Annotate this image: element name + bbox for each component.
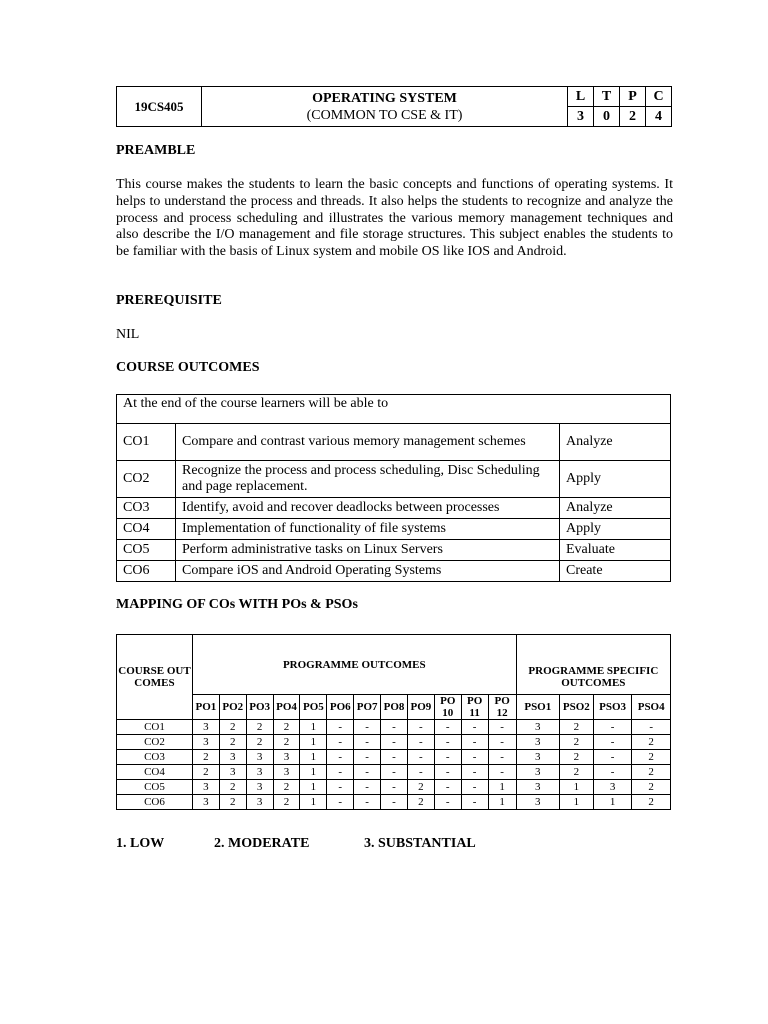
prerequisite-text: NIL <box>116 327 140 342</box>
mapping-cell: 2 <box>559 750 593 765</box>
mapping-cell: 2 <box>407 780 434 795</box>
course-outcome-description: Perform administrative tasks on Linux Servers <box>176 540 560 561</box>
mapping-cell: - <box>407 720 434 735</box>
course-outcome-level: Evaluate <box>560 540 671 561</box>
mapping-row-co: CO4 <box>117 765 193 780</box>
course-outcome-id: CO3 <box>117 498 176 519</box>
legend-substantial: 3. SUBSTANTIAL <box>364 836 476 851</box>
mapping-row <box>117 735 671 750</box>
mapping-cell: 1 <box>300 750 327 765</box>
mapping-cell: 2 <box>246 720 273 735</box>
mapping-cell: - <box>434 780 461 795</box>
mapping-cell: - <box>354 750 381 765</box>
mapping-cell: 2 <box>632 765 671 780</box>
mapping-cell: 1 <box>300 735 327 750</box>
mapping-row <box>117 795 671 810</box>
mapping-cell: 3 <box>246 765 273 780</box>
mapping-row <box>117 780 671 795</box>
mapping-cell: 3 <box>516 780 559 795</box>
mapping-cell: - <box>407 765 434 780</box>
mapping-row-co: CO5 <box>117 780 193 795</box>
ltpc-label-t: T <box>594 87 620 107</box>
mapping-row-co: CO1 <box>117 720 193 735</box>
mapping-cell: 3 <box>516 750 559 765</box>
mapping-cell: - <box>381 780 408 795</box>
mapping-cell: - <box>381 720 408 735</box>
mapping-cell: - <box>354 780 381 795</box>
course-outcomes-rows <box>117 424 671 582</box>
mapping-cell: - <box>434 720 461 735</box>
mapping-column-header: PO4 <box>273 695 300 720</box>
mapping-cell: 1 <box>488 780 516 795</box>
course-header-table <box>116 86 672 127</box>
mapping-cell: - <box>461 780 488 795</box>
mapping-cell: 3 <box>516 795 559 810</box>
ltpc-label-c: C <box>646 87 672 107</box>
course-title: OPERATING SYSTEM <box>312 90 457 106</box>
mapping-cell: - <box>488 750 516 765</box>
mapping-cell: 3 <box>192 795 219 810</box>
mapping-cell: - <box>434 750 461 765</box>
mapping-cell: 2 <box>632 750 671 765</box>
mapping-column-header: PSO1 <box>516 695 559 720</box>
mapping-corner-label: COURSE OUT COMES <box>117 635 193 720</box>
mapping-cell: - <box>434 735 461 750</box>
course-outcome-description: Recognize the process and process scheduling, Disc Scheduling and page replacement. <box>176 461 560 498</box>
mapping-cell: 2 <box>559 720 593 735</box>
mapping-cell: 2 <box>632 735 671 750</box>
mapping-cell: - <box>327 795 354 810</box>
course-outcome-id: CO4 <box>117 519 176 540</box>
mapping-column-header: PO3 <box>246 695 273 720</box>
mapping-cell: - <box>593 720 632 735</box>
mapping-cell: 1 <box>559 780 593 795</box>
course-outcome-level: Apply <box>560 461 671 498</box>
mapping-cell: 3 <box>246 780 273 795</box>
course-outcome-description: Implementation of functionality of file systems <box>176 519 560 540</box>
mapping-cell: 3 <box>516 765 559 780</box>
course-outcomes-intro: At the end of the course learners will be able to <box>117 395 671 424</box>
mapping-column-header: PO 10 <box>434 695 461 720</box>
course-outcomes-table <box>116 394 671 582</box>
mapping-row-co: CO6 <box>117 795 193 810</box>
course-subtitle: (COMMON TO CSE & IT) <box>306 107 463 123</box>
mapping-cell: - <box>632 720 671 735</box>
mapping-cell: - <box>434 795 461 810</box>
mapping-cell: 1 <box>559 795 593 810</box>
mapping-cell: 2 <box>273 795 300 810</box>
mapping-cell: - <box>461 765 488 780</box>
mapping-cell: 2 <box>192 750 219 765</box>
course-outcome-row <box>117 461 671 498</box>
mapping-cell: - <box>381 765 408 780</box>
programme-outcomes-header: PROGRAMME OUTCOMES <box>192 635 516 695</box>
course-outcome-row <box>117 519 671 540</box>
mapping-cell: 1 <box>488 795 516 810</box>
mapping-cell: 2 <box>246 735 273 750</box>
ltpc-label-l: L <box>568 87 594 107</box>
mapping-cell: 3 <box>192 720 219 735</box>
mapping-cell: - <box>327 765 354 780</box>
co-po-mapping-table <box>116 634 671 810</box>
mapping-cell: - <box>488 765 516 780</box>
mapping-cell: - <box>327 735 354 750</box>
course-outcome-id: CO2 <box>117 461 176 498</box>
course-outcome-level: Analyze <box>560 424 671 461</box>
mapping-column-header: PO7 <box>354 695 381 720</box>
mapping-cell: 1 <box>300 780 327 795</box>
mapping-cell: 2 <box>559 765 593 780</box>
ltpc-label-p: P <box>620 87 646 107</box>
mapping-row <box>117 720 671 735</box>
mapping-cell: 3 <box>516 735 559 750</box>
mapping-cell: 3 <box>593 780 632 795</box>
prerequisite-heading: PREREQUISITE <box>116 293 222 308</box>
mapping-column-header: PO1 <box>192 695 219 720</box>
course-outcome-row <box>117 424 671 461</box>
mapping-cell: - <box>354 720 381 735</box>
mapping-cell: 1 <box>593 795 632 810</box>
mapping-cell: 3 <box>246 795 273 810</box>
mapping-cell: 1 <box>300 765 327 780</box>
mapping-cell: 2 <box>632 795 671 810</box>
ltpc-value-p: 2 <box>620 107 646 127</box>
course-outcomes-heading: COURSE OUTCOMES <box>116 360 260 375</box>
mapping-cell: 3 <box>273 765 300 780</box>
course-outcome-description: Identify, avoid and recover deadlocks between processes <box>176 498 560 519</box>
ltpc-value-l: 3 <box>568 107 594 127</box>
course-outcome-id: CO6 <box>117 561 176 582</box>
mapping-rows <box>117 720 671 810</box>
preamble-heading: PREAMBLE <box>116 143 196 158</box>
course-code: 19CS405 <box>117 87 202 127</box>
mapping-cell: - <box>407 750 434 765</box>
legend <box>116 836 516 854</box>
mapping-cell: 3 <box>192 735 219 750</box>
mapping-cell: - <box>593 765 632 780</box>
mapping-column-header: PO2 <box>219 695 246 720</box>
mapping-cell: - <box>593 750 632 765</box>
course-outcome-id: CO5 <box>117 540 176 561</box>
mapping-cell: - <box>354 795 381 810</box>
mapping-cell: - <box>593 735 632 750</box>
mapping-cell: - <box>381 735 408 750</box>
mapping-row <box>117 765 671 780</box>
mapping-cell: - <box>354 765 381 780</box>
mapping-cell: 2 <box>219 795 246 810</box>
mapping-cell: 2 <box>559 735 593 750</box>
mapping-column-header: PO 11 <box>461 695 488 720</box>
mapping-cell: 3 <box>219 750 246 765</box>
course-outcome-row <box>117 540 671 561</box>
mapping-row <box>117 750 671 765</box>
mapping-cell: - <box>354 735 381 750</box>
ltpc-value-c: 4 <box>646 107 672 127</box>
programme-specific-outcomes-header: PROGRAMME SPECIFIC OUTCOMES <box>516 635 670 695</box>
mapping-column-header: PSO4 <box>632 695 671 720</box>
course-outcome-description: Compare and contrast various memory management schemes <box>176 424 560 461</box>
mapping-cell: 2 <box>219 735 246 750</box>
mapping-cell: - <box>327 750 354 765</box>
mapping-cell: - <box>461 720 488 735</box>
mapping-cell: 1 <box>300 720 327 735</box>
mapping-cell: 2 <box>407 795 434 810</box>
course-outcome-level: Analyze <box>560 498 671 519</box>
mapping-cell: 2 <box>273 780 300 795</box>
mapping-column-header: PO8 <box>381 695 408 720</box>
course-outcome-id: CO1 <box>117 424 176 461</box>
mapping-cell: - <box>407 735 434 750</box>
mapping-cell: - <box>327 720 354 735</box>
mapping-column-header: PO 12 <box>488 695 516 720</box>
mapping-cell: 2 <box>273 720 300 735</box>
mapping-cell: 2 <box>192 765 219 780</box>
mapping-cell: - <box>381 750 408 765</box>
mapping-cell: 2 <box>219 780 246 795</box>
course-outcome-description: Compare iOS and Android Operating Systems <box>176 561 560 582</box>
mapping-heading: MAPPING OF COs WITH POs & PSOs <box>116 597 358 612</box>
ltpc-value-t: 0 <box>594 107 620 127</box>
mapping-row-co: CO3 <box>117 750 193 765</box>
mapping-cell: 2 <box>219 720 246 735</box>
mapping-column-header: PO9 <box>407 695 434 720</box>
legend-moderate: 2. MODERATE <box>214 836 310 851</box>
mapping-cell: 1 <box>300 795 327 810</box>
course-outcome-level: Apply <box>560 519 671 540</box>
mapping-cell: 3 <box>192 780 219 795</box>
course-outcome-row <box>117 498 671 519</box>
mapping-column-header: PSO3 <box>593 695 632 720</box>
mapping-cell: 3 <box>273 750 300 765</box>
mapping-cell: 3 <box>246 750 273 765</box>
mapping-column-header: PSO2 <box>559 695 593 720</box>
mapping-cell: - <box>488 720 516 735</box>
mapping-cell: 2 <box>273 735 300 750</box>
mapping-row-co: CO2 <box>117 735 193 750</box>
course-outcome-row <box>117 561 671 582</box>
legend-low: 1. LOW <box>116 836 165 851</box>
mapping-column-header: PO5 <box>300 695 327 720</box>
mapping-column-headers <box>117 695 671 720</box>
course-outcome-level: Create <box>560 561 671 582</box>
mapping-cell: - <box>461 735 488 750</box>
mapping-cell: 3 <box>219 765 246 780</box>
preamble-text: This course makes the students to learn the basic concepts and functions of operating systems. It helps to understand the process and threads. It also helps the students to recognize and analyze the process and process scheduling and illustrates the various memory management techniques and also describe the I/O management and file storage structures. This subject enables the students to be familiar with the basis of Linux system and mobile OS like IOS and Android. <box>116 177 673 260</box>
mapping-cell: 2 <box>632 780 671 795</box>
mapping-cell: - <box>434 765 461 780</box>
mapping-cell: - <box>488 735 516 750</box>
mapping-cell: 3 <box>516 720 559 735</box>
mapping-cell: - <box>461 750 488 765</box>
mapping-cell: - <box>381 795 408 810</box>
mapping-cell: - <box>327 780 354 795</box>
mapping-cell: - <box>461 795 488 810</box>
mapping-column-header: PO6 <box>327 695 354 720</box>
course-title-cell <box>202 87 568 127</box>
